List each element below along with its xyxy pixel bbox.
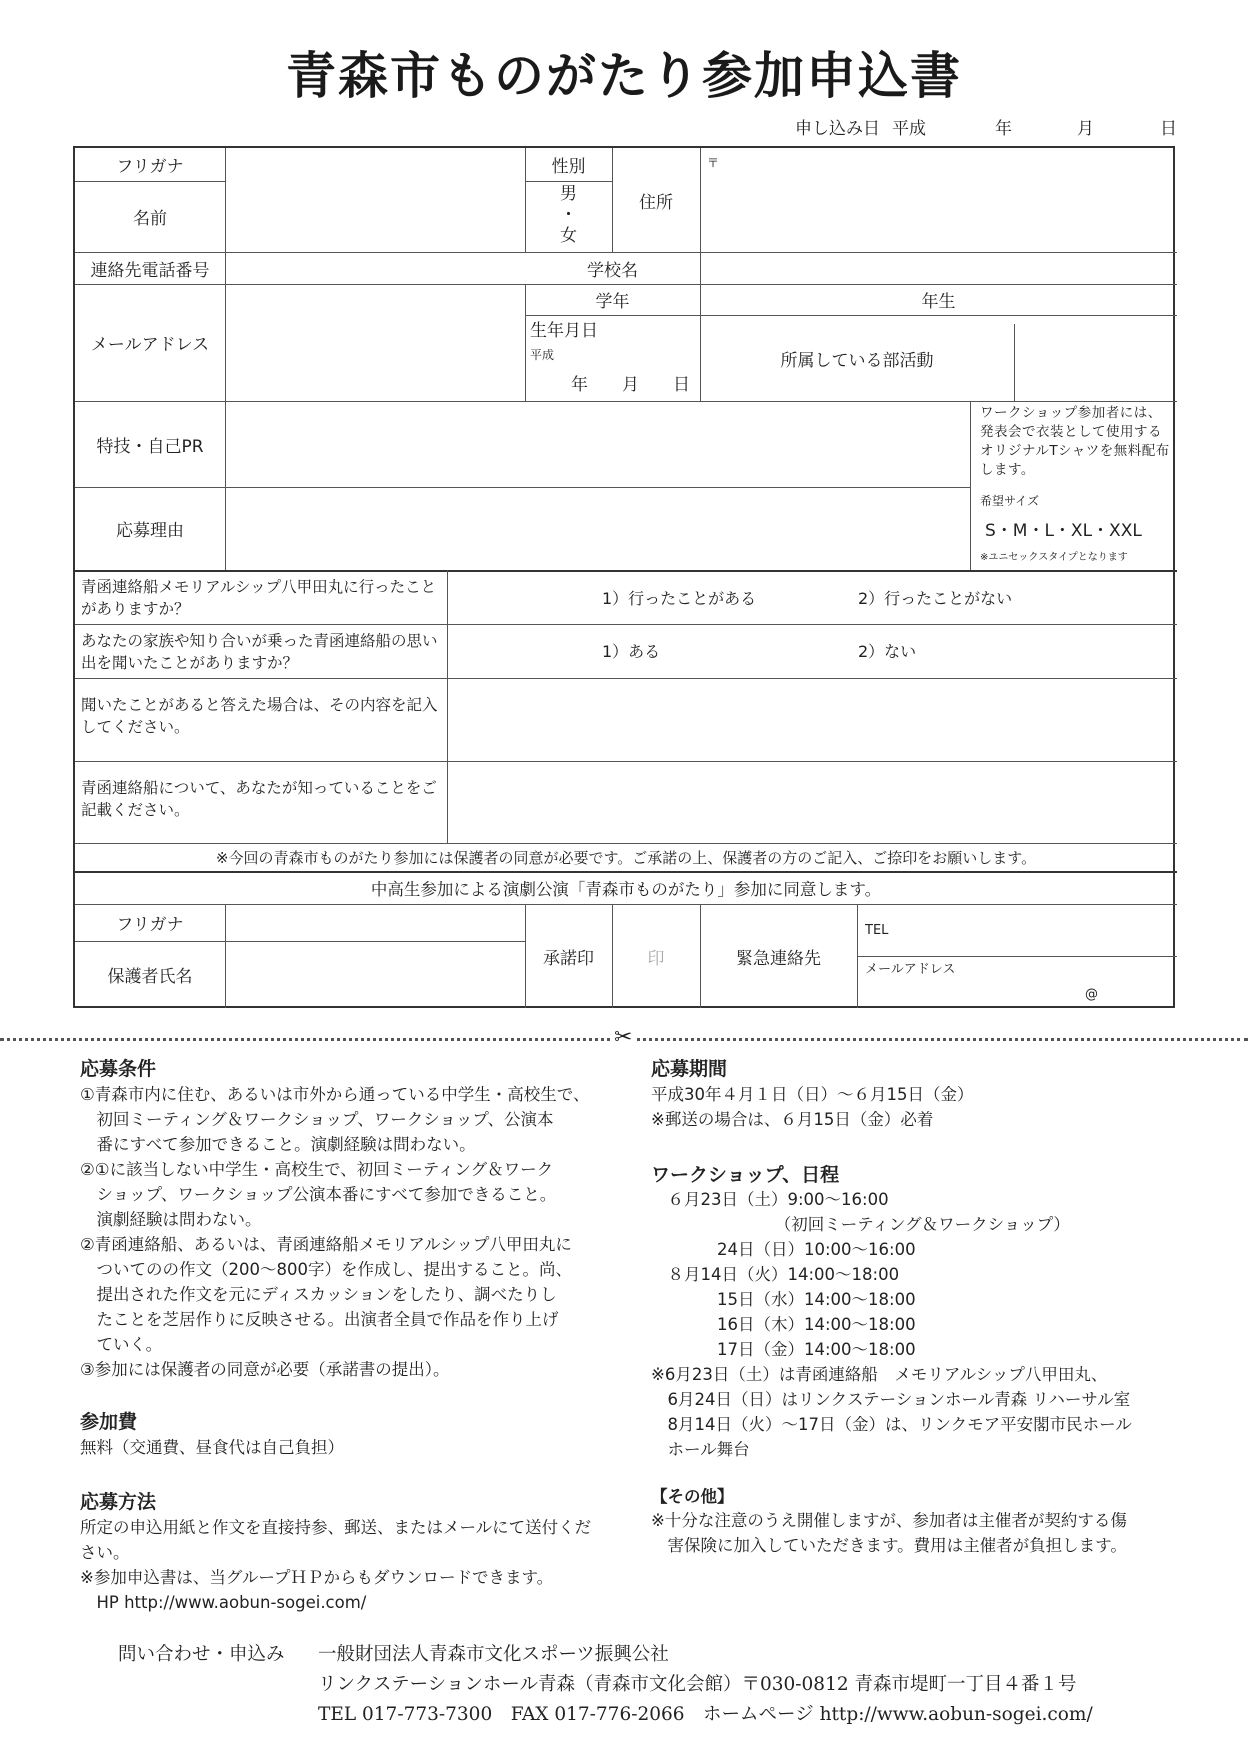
- furigana-input[interactable]: [226, 148, 524, 181]
- other-line: 害保険に加入していただきます。費用は主催者が負担します。: [651, 1536, 1127, 1555]
- footer-org: 一般財団法人青森市文化スポーツ振興公社: [318, 1644, 669, 1665]
- birthday-era: 平成: [530, 348, 555, 362]
- birthday-label: 生年月日: [530, 321, 598, 341]
- footer-label: 問い合わせ・申込み: [118, 1644, 285, 1665]
- size-options[interactable]: S・M・L・XL・XXL: [985, 521, 1142, 541]
- tel-input[interactable]: [858, 905, 1177, 956]
- date-day: 日: [1160, 119, 1177, 139]
- schedule-line: 6月24日（日）はリンクステーションホール青森 リハーサル室: [651, 1390, 1131, 1409]
- guardian-name-input[interactable]: [226, 942, 524, 1008]
- schedule-line: ホール舞台: [651, 1440, 750, 1459]
- condition-line: ていく。: [80, 1335, 163, 1354]
- condition-line: たことを芝居作りに反映させる。出演者全員で作品を作り上げ: [80, 1310, 559, 1329]
- date-month: 月: [1077, 119, 1094, 139]
- q1-text: 青函連絡船メモリアルシップ八甲田丸に行ったことがありますか？: [81, 578, 437, 618]
- other-line: ※十分な注意のうえ開催しますが、参加者は主催者が契約する傷: [651, 1511, 1127, 1530]
- tel-label: TEL: [865, 923, 889, 938]
- q2-option-1[interactable]: 1）ある: [602, 642, 661, 661]
- schedule-line: 15日（水）14:00～18:00: [651, 1290, 916, 1309]
- seal-label: 承諾印: [543, 948, 594, 969]
- conditions-list: [80, 1082, 620, 1382]
- period-heading: 応募期間: [651, 1058, 728, 1080]
- emergency-label: 緊急連絡先: [736, 948, 821, 969]
- gender-options[interactable]: [525, 184, 612, 247]
- method-line: 所定の申込用紙と作文を直接持参、郵送、またはメールにて送付くだ: [80, 1518, 592, 1537]
- q1-option-2[interactable]: 2）行ったことがない: [858, 589, 1013, 608]
- q3-text: 聞いたことがあると答えた場合は、その内容を記入してください。: [81, 696, 438, 736]
- guardian-furigana-input[interactable]: [226, 905, 524, 941]
- guardian-furigana-label: フリガナ: [116, 915, 184, 935]
- address-input[interactable]: [701, 148, 1177, 252]
- mail-label: メールアドレス: [865, 962, 956, 977]
- condition-line: 初回ミーティング＆ワークショップ、ワークショップ、公演本: [80, 1110, 554, 1129]
- schedule-line: ８月14日（火）14:00～18:00: [651, 1265, 900, 1284]
- condition-line: ②①に該当しない中学生・高校生で、初回ミーティング＆ワーク: [80, 1160, 554, 1179]
- method-list: [80, 1515, 620, 1615]
- condition-line: ショップ、ワークショップ公演本番にすべて参加できること。: [80, 1185, 557, 1204]
- school-input[interactable]: [701, 253, 1177, 284]
- schedule-line: （初回ミーティング＆ワークショップ）: [651, 1215, 1070, 1234]
- q2-option-2[interactable]: 2）ない: [858, 642, 917, 661]
- condition-line: ③参加には保護者の同意が必要（承諾書の提出）。: [80, 1360, 450, 1379]
- method-line: さい。: [80, 1543, 130, 1562]
- at-sign: @: [1085, 987, 1098, 1002]
- condition-line: 提出された作文を元にディスカッションをしたり、調べたりし: [80, 1285, 557, 1304]
- skill-pr-input[interactable]: [226, 402, 969, 487]
- gender-separator: ・: [560, 205, 577, 225]
- consent-note: ※今回の青森市ものがたり参加には保護者の同意が必要です。ご承諾の上、保護者の方のご記入、ご捺印をお願いします。: [215, 848, 1037, 867]
- condition-line: ①青森市内に住む、あるいは市外から通っている中学生・高校生で、: [80, 1085, 590, 1104]
- schedule-line: ※6月23日（土）は青函連絡船 メモリアルシップ八甲田丸、: [651, 1365, 1108, 1384]
- grade-label: 学年: [595, 292, 630, 312]
- schedule-line: 8月14日（火）～17日（金）は、リンクモア平安閣市民ホール: [651, 1415, 1132, 1434]
- fee-heading: 参加費: [80, 1411, 138, 1433]
- other-heading: 【その他】: [651, 1487, 734, 1506]
- period-line: 平成30年４月１日（日）～６月15日（金）: [651, 1085, 974, 1104]
- name-label: 名前: [133, 209, 167, 229]
- postal-mark: 〒: [707, 156, 720, 170]
- gender-label: 性別: [551, 157, 586, 177]
- condition-line: ②青函連絡船、あるいは、青函連絡船メモリアルシップ八甲田丸に: [80, 1235, 572, 1254]
- birthday-date[interactable]: 年 月 日: [571, 375, 690, 395]
- mail-input[interactable]: [858, 957, 1177, 1008]
- conditions-heading: 応募条件: [80, 1058, 157, 1080]
- date-label: 申し込み日: [795, 119, 880, 139]
- address-label: 住所: [639, 192, 673, 213]
- schedule-list: [651, 1187, 1211, 1462]
- page-title: 青森市ものがたり参加申込書: [286, 46, 962, 105]
- name-input[interactable]: [226, 182, 524, 252]
- fee-text: 無料（交通費、昼食代は自己負担）: [80, 1438, 344, 1457]
- q3-input[interactable]: [448, 679, 1177, 761]
- furigana-label: フリガナ: [116, 157, 184, 177]
- skill-pr-label: 特技・自己PR: [96, 436, 204, 457]
- school-label: 学校名: [587, 260, 638, 281]
- date-era: 平成: [892, 119, 926, 139]
- footer-contact: TEL 017-773-7300 FAX 017-776-2066 ホームページ http://www.aobun-sogei.com/: [318, 1704, 1093, 1725]
- female-option[interactable]: 女: [560, 226, 577, 246]
- website-link[interactable]: HP http://www.aobun-sogei.com/: [80, 1593, 367, 1612]
- footer-venue: リンクステーションホール青森（青森市文化会館）〒030-0812 青森市堤町一丁目４番１号: [318, 1674, 1077, 1695]
- schedule-line: ６月23日（土）9:00～16:00: [651, 1190, 889, 1209]
- q1-option-1[interactable]: 1）行ったことがある: [602, 589, 757, 608]
- motive-input[interactable]: [226, 488, 969, 570]
- tshirt-note: ワークショップ参加者には、発表会で衣装として使用するオリジナルTシャツを無料配布します。: [980, 405, 1170, 478]
- consent-title: 中高生参加による演劇公演「青森市ものがたり」参加に同意します。: [370, 880, 882, 899]
- condition-line: 番にすべて参加できること。演劇経験は問わない。: [80, 1135, 476, 1154]
- other-list: [651, 1508, 1211, 1558]
- schedule-heading: ワークショップ、日程: [651, 1164, 840, 1186]
- unisex-note: ※ユニセックスタイプとなります: [980, 552, 1128, 563]
- period-list: [651, 1082, 1191, 1132]
- guardian-name-label: 保護者氏名: [107, 967, 193, 987]
- club-label: 所属している部活動: [780, 350, 934, 371]
- condition-line: ついてのの作文（200～800字）を作成し、提出すること。尚、: [80, 1260, 572, 1279]
- q4-input[interactable]: [448, 762, 1177, 843]
- period-line: ※郵送の場合は、６月15日（金）必着: [651, 1110, 934, 1129]
- q4-text: 青函連絡船について、あなたが知っていることをご記載ください。: [81, 779, 437, 819]
- q2-text: あなたの家族や知り合いが乗った青函連絡船の思い出を聞いたことがありますか？: [81, 632, 438, 672]
- scissors-icon: ✂: [610, 1025, 636, 1050]
- phone-label: 連絡先電話番号: [90, 260, 210, 281]
- email-label: メールアドレス: [90, 335, 210, 355]
- schedule-line: 24日（日）10:00～16:00: [651, 1240, 916, 1259]
- condition-line: 演劇経験は問わない。: [80, 1210, 262, 1229]
- application-form: [73, 146, 1175, 1008]
- club-input[interactable]: [1015, 316, 1177, 401]
- date-year: 年: [995, 119, 1012, 139]
- schedule-line: 17日（金）14:00～18:00: [651, 1340, 916, 1359]
- phone-input[interactable]: [226, 253, 524, 284]
- method-heading: 応募方法: [80, 1491, 157, 1513]
- male-option[interactable]: 男: [560, 184, 577, 204]
- grade-suffix[interactable]: 年生: [921, 292, 956, 312]
- schedule-line: 16日（木）14:00～18:00: [651, 1315, 916, 1334]
- motive-label: 応募理由: [116, 521, 184, 541]
- size-label: 希望サイズ: [980, 494, 1040, 508]
- email-input[interactable]: [226, 285, 524, 401]
- seal-stamp-area[interactable]: 印: [647, 948, 665, 969]
- method-line: ※参加申込書は、当グループＨＰからもダウンロードできます。: [80, 1568, 554, 1587]
